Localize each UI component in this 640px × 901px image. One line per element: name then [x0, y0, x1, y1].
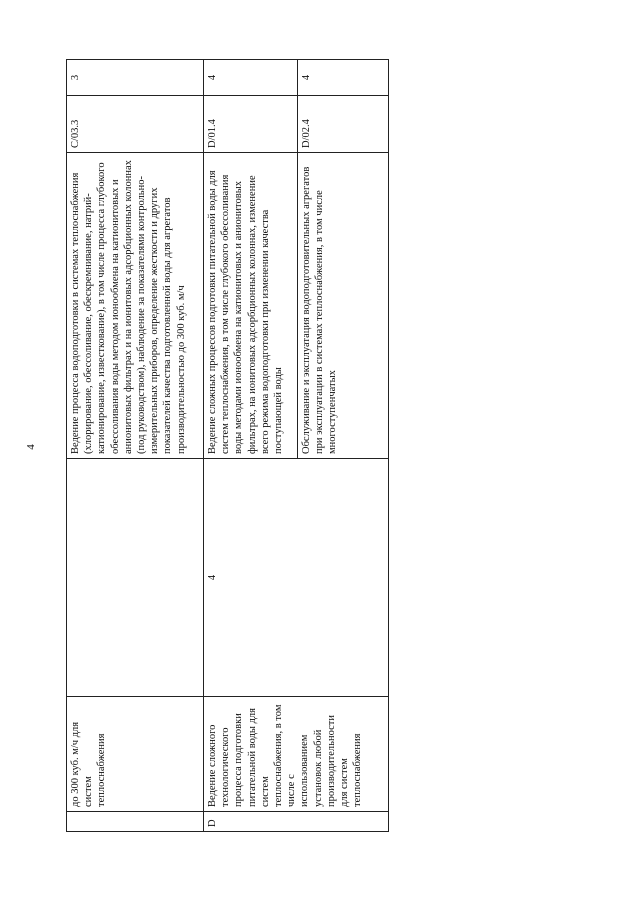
- func-level-cell: 4: [298, 60, 389, 96]
- table-row: [67, 60, 204, 832]
- page-number: 4: [24, 444, 37, 450]
- functions-cell: Ведение процесса водоподготовки в системах теплоснабжения (хлорирование, обессоливание, обескремнивание, натрий-катионирование, известкование), в том числе процесса глубокого обессоливания воды методом ионообмена на катионитовых и анионитовых фильтрах и на ионитовых адсорбционных колоннах (под руководством), наблюдение за показателями контрольно-измерительных приборов, определение жесткости и других показателей качества подготовленной воды для агрегатов производительностью до 300 куб. м/ч: [67, 153, 204, 459]
- level-cell: 4: [204, 459, 389, 697]
- level-cell: [67, 459, 204, 697]
- func-level-cell: 3: [67, 60, 204, 96]
- rotated-table-container: [66, 60, 388, 832]
- code-cell: [67, 812, 204, 832]
- func-code-cell: C/03.3: [67, 96, 204, 153]
- name-cell: до 300 куб. м/ч для систем теплоснабжения: [67, 697, 204, 812]
- func-level-cell: 4: [204, 60, 298, 96]
- func-code-cell: D/01.4: [204, 96, 298, 153]
- table-row: [204, 60, 298, 832]
- functions-table: [66, 59, 389, 832]
- code-cell: D: [204, 812, 389, 832]
- functions-cell: Ведение сложных процессов подготовки питательной воды для систем теплоснабжения, в том числе глубокого обессоливания воды методами ионообмена на катионитовых и анионитовых фильтрах, на ионитовых адсорбционных колоннах, изменение всего режима водоподготовки при изменении качества поступающей воды: [204, 153, 298, 459]
- name-cell: Ведение сложного технологического процесса подготовки питательной воды для систем теплоснабжения, в том числе с использованием установок любой производительности для систем теплоснабжения: [204, 697, 389, 812]
- func-code-cell: D/02.4: [298, 96, 389, 153]
- functions-cell: Обслуживание и эксплуатация водоподготовительных агрегатов при эксплуатации в системах теплоснабжения, в том числе многоступенчатых: [298, 153, 389, 459]
